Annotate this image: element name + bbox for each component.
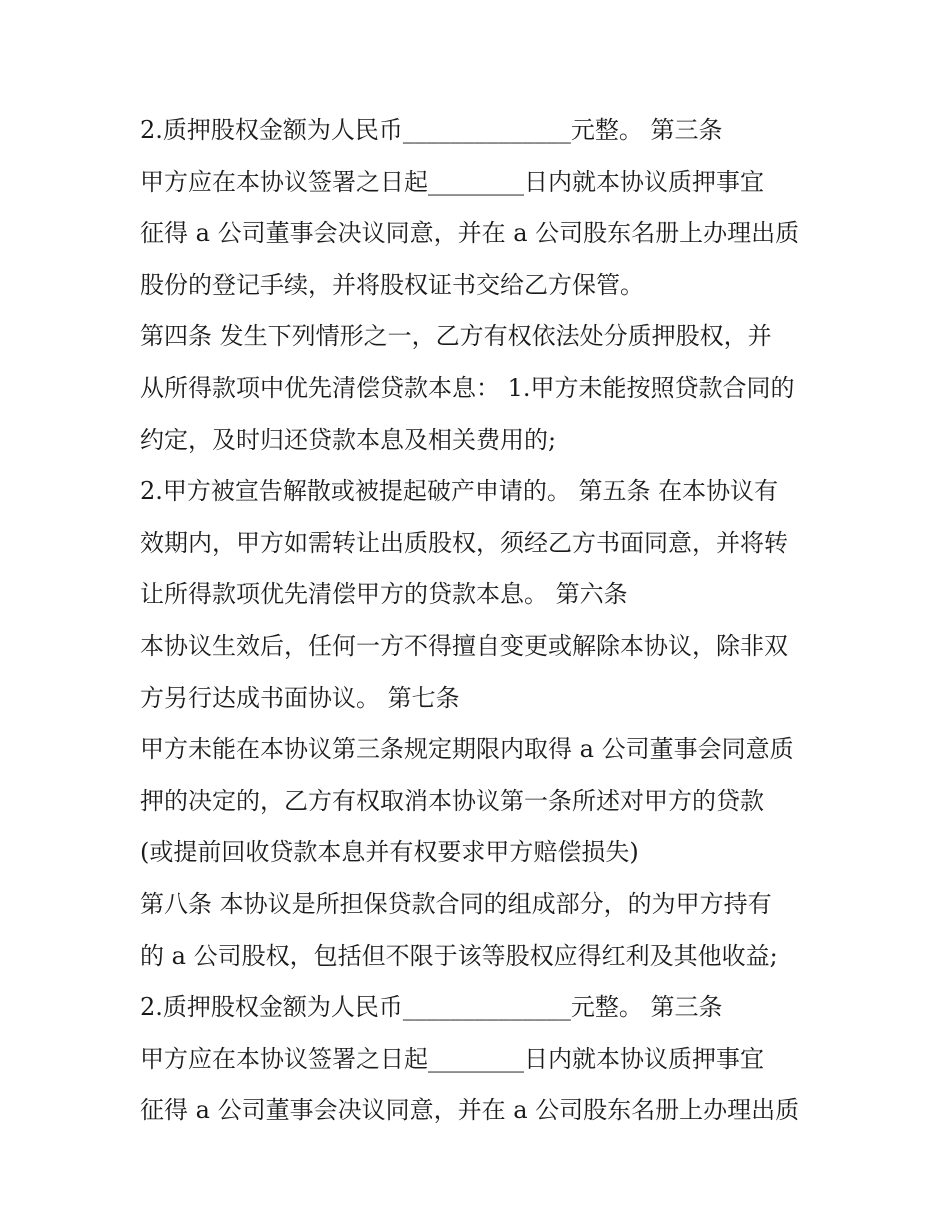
text-line: 股份的登记手续，并将股权证书交给乙方保管。 [140,270,644,299]
text-line: 甲方应在本协议签署之日起________日内就本协议质押事宜 [140,1044,764,1073]
text-line: 从所得款项中优先清偿贷款本息： 1.甲方未能按照贷款合同的 [140,373,795,402]
document-body [140,105,830,1137]
text-line: 的 a 公司股权，包括但不限于该等股权应得红利及其他收益; [140,941,778,970]
text-line: 征得 a 公司董事会决议同意，并在 a 公司股东名册上办理出质 [140,1096,800,1125]
text-line: 效期内，甲方如需转让出质股权，须经乙方书面同意，并将转 [140,528,788,557]
text-line: 约定，及时归还贷款本息及相关费用的; [140,425,557,454]
text-line: 第八条 本协议是所担保贷款合同的组成部分，的为甲方持有 [140,889,772,918]
text-line: 本协议生效后，任何一方不得擅自变更或解除本协议，除非双 [140,631,788,660]
text-line: 甲方未能在本协议第三条规定期限内取得 a 公司董事会同意质 [140,735,794,764]
text-line: 方另行达成书面协议。 第七条 [140,683,460,712]
text-line: 2.质押股权金额为人民币______________元整。 第三条 [140,993,723,1022]
text-line: 第四条 发生下列情形之一，乙方有权依法处分质押股权，并 [140,322,772,351]
text-line: 甲方应在本协议签署之日起________日内就本协议质押事宜 [140,167,764,196]
text-line: (或提前回收贷款本息并有权要求甲方赔偿损失) [140,838,639,867]
text-line: 征得 a 公司董事会决议同意，并在 a 公司股东名册上办理出质 [140,219,800,248]
text-line: 2.质押股权金额为人民币______________元整。 第三条 [140,116,723,144]
text-line: 押的决定的，乙方有权取消本协议第一条所述对甲方的贷款 [140,786,764,815]
text-line: 2.甲方被宣告解散或被提起破产申请的。 第五条 在本协议有 [140,477,779,506]
text-line: 让所得款项优先清偿甲方的贷款本息。 第六条 [140,580,628,609]
